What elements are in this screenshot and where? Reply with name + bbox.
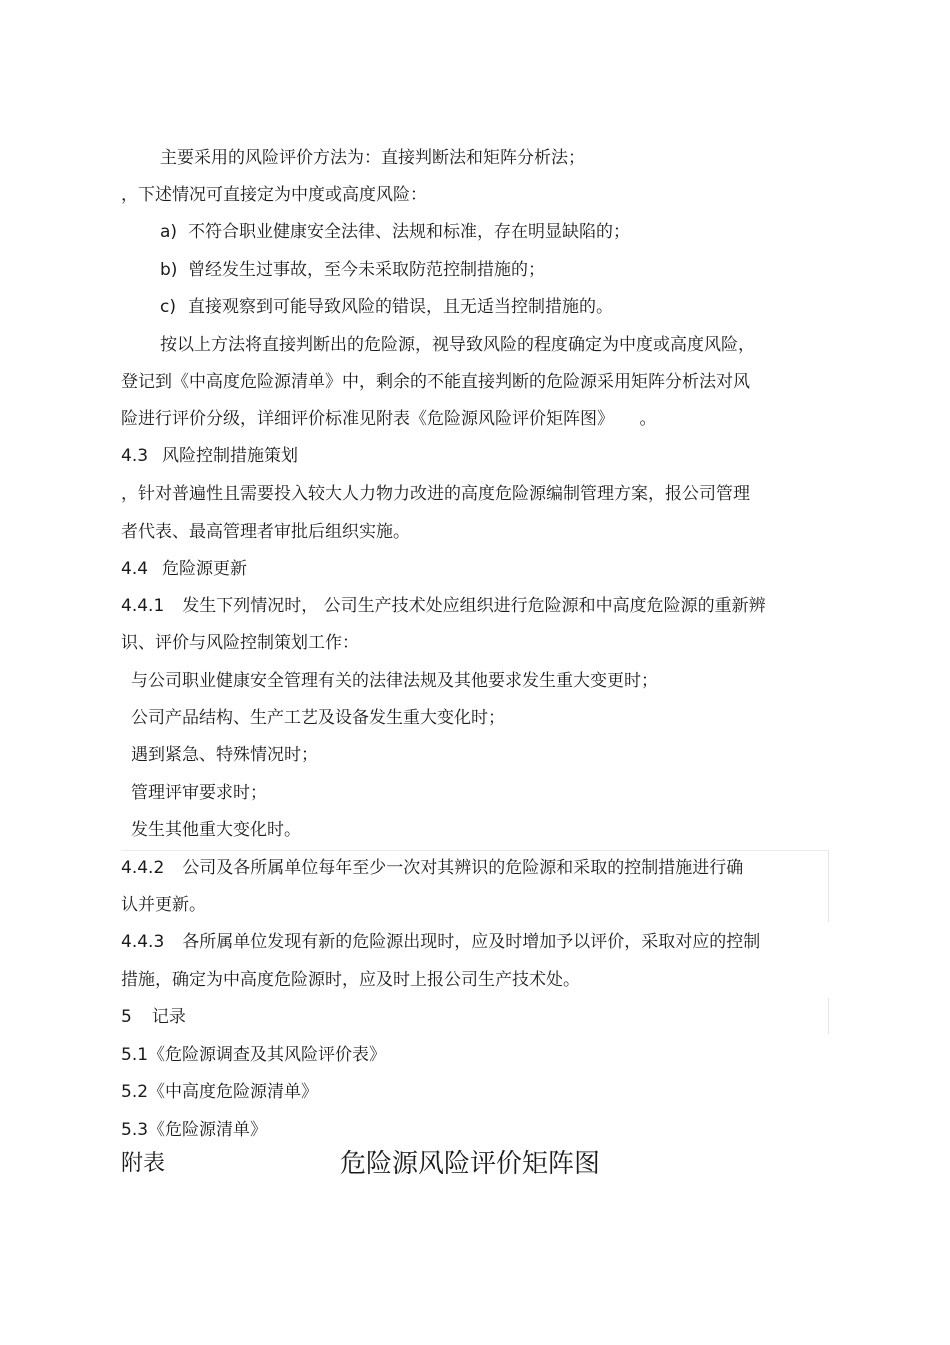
classification-paragraph-end: 。	[639, 409, 657, 429]
record-5-1-number: 5.1	[121, 1045, 149, 1065]
classification-paragraph-line3	[121, 407, 657, 431]
condition-b	[160, 258, 545, 282]
section-4-4-3-text: 各所属单位发现有新的危险源出现时，应及时增加予以评价，采取对应的控制	[182, 932, 761, 952]
appendix-title: 危险源风险评价矩阵图	[340, 1149, 601, 1179]
section-4-3-title: 风险控制措施策划	[162, 446, 299, 466]
condition-b-marker: b)	[160, 260, 178, 280]
list-item: 公司产品结构、生产工艺及设备发生重大变化时；	[131, 708, 505, 728]
list-item: 与公司职业健康安全管理有关的法律法规及其他要求发生重大变更时；	[131, 671, 658, 691]
record-5-2-number: 5.2	[121, 1082, 149, 1102]
record-5-3	[121, 1118, 267, 1142]
condition-a-marker: a)	[160, 222, 178, 242]
record-5-1-title: 《危险源调查及其风险评价表》	[148, 1045, 387, 1065]
table-edge-right-lower	[828, 998, 829, 1034]
section-4-3-number: 4.3	[121, 446, 149, 466]
section-5-number: 5	[121, 1007, 132, 1027]
classification-paragraph-line3-text: 险进行评价分级，详细评价标准见附表《危险源风险评价矩阵图》	[121, 409, 606, 429]
section-5-title: 记录	[151, 1007, 186, 1027]
section-4-4-1-line1	[121, 594, 766, 618]
section-4-3-line2: 者代表、最高管理者审批后组织实施。	[121, 522, 410, 542]
section-4-4-title: 危险源更新	[162, 559, 248, 579]
direct-judgement-intro: ，下述情况可直接定为中度或高度风险：	[121, 185, 427, 205]
section-4-4-1-number: 4.4.1	[121, 596, 165, 616]
classification-paragraph-line1: 按以上方法将直接判断出的危险源，视导致风险的程度确定为中度或高度风险，	[160, 335, 755, 355]
list-item: 遇到紧急、特殊情况时；	[131, 745, 318, 765]
list-item: 管理评审要求时；	[131, 783, 267, 803]
condition-c-marker: c)	[160, 297, 176, 317]
classification-paragraph-line2: 登记到《中高度危险源清单》中，剩余的不能直接判断的危险源采用矩阵分析法对风	[121, 372, 750, 392]
section-5-heading	[121, 1005, 186, 1029]
section-4-3-heading	[121, 444, 298, 468]
list-item: 发生其他重大变化时。	[131, 820, 301, 840]
table-edge-right	[828, 850, 829, 922]
section-4-4-2-line2: 认并更新。	[121, 895, 206, 915]
condition-a-text: 不符合职业健康安全法律、法规和标准，存在明显缺陷的；	[188, 222, 630, 242]
section-4-4-2-text: 公司及各所属单位每年至少一次对其辨识的危险源和采取的控制措施进行确	[182, 858, 744, 878]
condition-b-text: 曾经发生过事故，至今未采取防范控制措施的；	[188, 260, 545, 280]
section-4-4-3-number: 4.4.3	[121, 932, 165, 952]
section-4-4-3-line2: 措施，确定为中高度危险源时，应及时上报公司生产技术处。	[121, 970, 580, 990]
section-4-4-heading	[121, 557, 247, 581]
section-4-4-2-number: 4.4.2	[121, 858, 165, 878]
section-4-4-2-line1	[121, 856, 743, 880]
section-4-4-number: 4.4	[121, 559, 149, 579]
table-edge-top	[121, 850, 829, 851]
record-5-1	[121, 1043, 386, 1067]
method-paragraph: 主要采用的风险评价方法为：直接判断法和矩阵分析法；	[160, 148, 585, 168]
record-5-3-number: 5.3	[121, 1120, 149, 1140]
section-4-4-1-text: 发生下列情况时， 公司生产技术处应组织进行危险源和中高度危险源的重新辨	[182, 596, 766, 616]
condition-c-text: 直接观察到可能导致风险的错误，且无适当控制措施的。	[188, 297, 613, 317]
condition-c	[160, 295, 613, 319]
section-4-4-3-line1	[121, 930, 760, 954]
section-4-3-line1: ，针对普遍性且需要投入较大人力物力改进的高度危险源编制管理方案，报公司管理	[121, 484, 750, 504]
condition-a	[160, 220, 630, 244]
record-5-3-title: 《危险源清单》	[148, 1120, 268, 1140]
record-5-2-title: 《中高度危险源清单》	[148, 1082, 319, 1102]
record-5-2	[121, 1080, 318, 1104]
appendix-label: 附表	[121, 1151, 166, 1176]
section-4-4-1-line2: 识、评价与风险控制策划工作：	[121, 633, 359, 653]
